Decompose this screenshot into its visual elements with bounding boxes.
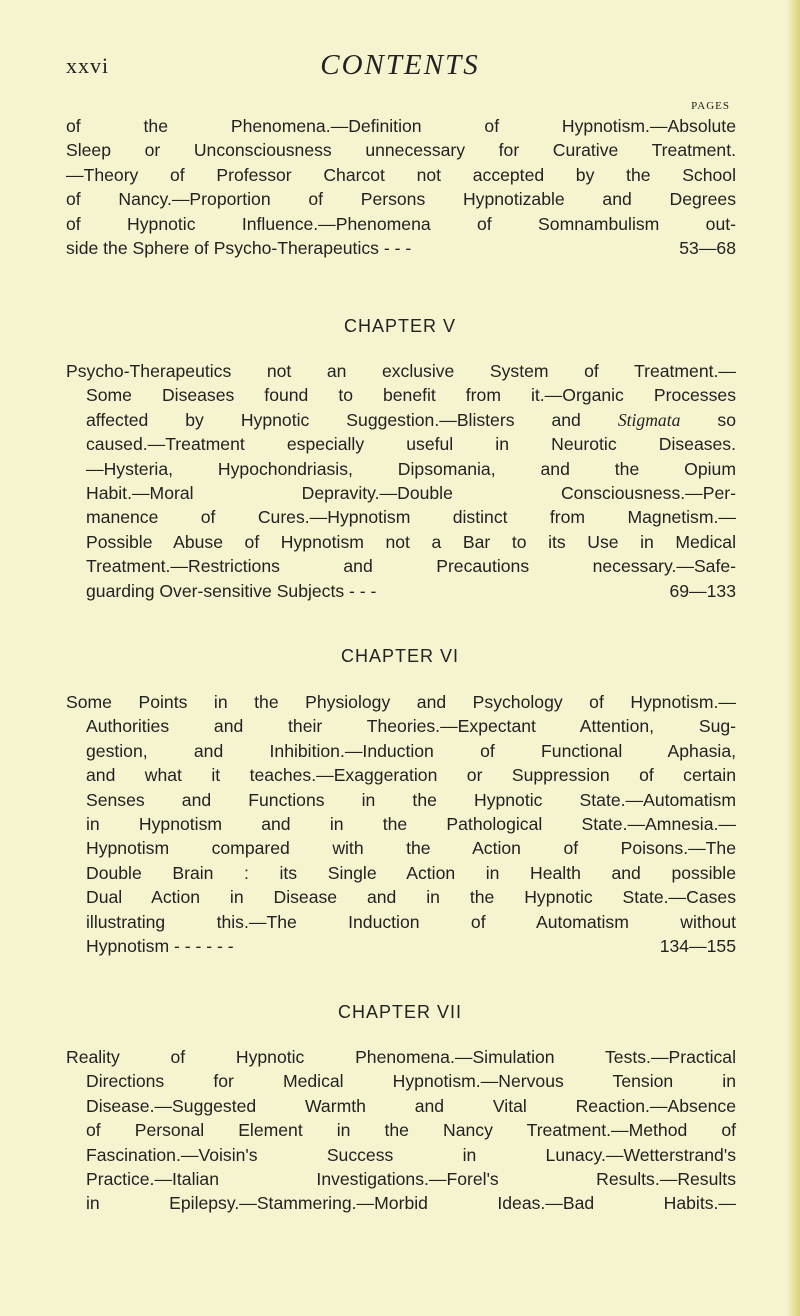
entry-line: Double Brain : its Single Action in Health and possible <box>86 862 736 883</box>
entry-line: Habit.—Moral Depravity.—Double Consciousness.—Per- <box>86 483 736 504</box>
entry-line: of Nancy.—Proportion of Persons Hypnotizable and Degrees <box>66 189 736 210</box>
entry-line: side the Sphere of Psycho-Therapeutics - - - <box>66 238 412 259</box>
chapter-entry <box>66 1045 736 1216</box>
page-number: xxvi <box>66 53 110 78</box>
entry-line <box>66 408 736 432</box>
page-title: CONTENTS <box>320 49 480 81</box>
entry-line: caused.—Treatment especially useful in Neurotic Diseases. <box>86 434 736 455</box>
entry-line: and what it teaches.—Exaggeration or Suppression of certain <box>86 765 736 786</box>
pages-column-label: PAGES <box>691 100 730 112</box>
entry-line: —Hysteria, Hypochondriasis, Dipsomania, and the Opium <box>86 458 736 479</box>
entry-line: of Hypnotic Influence.—Phenomena of Somnambulism out- <box>66 213 736 234</box>
intro-entry <box>66 114 736 260</box>
entry-line: Psycho-Therapeutics not an exclusive System of Treatment.— <box>66 361 736 381</box>
entry-line: Hypnotism compared with the Action of Poisons.—The <box>86 838 736 859</box>
entry-line: Treatment.—Restrictions and Precautions necessary.—Safe- <box>86 556 736 577</box>
entry-line: Senses and Functions in the Hypnotic State.—Automatism <box>86 789 736 810</box>
chapter-heading: CHAPTER V <box>343 316 457 336</box>
page-range: 53—68 <box>679 238 736 259</box>
entry-line: Practice.—Italian Investigations.—Forel's Results.—Results <box>86 1169 736 1190</box>
entry-line: Reality of Hypnotic Phenomena.—Simulation Tests.—Practical <box>66 1047 736 1067</box>
entry-line: Hypnotism - - - - - - <box>86 936 234 957</box>
entry-line: of Personal Element in the Nancy Treatment.—Method of <box>86 1120 736 1141</box>
chapter-entry <box>66 359 736 603</box>
italic-term: Stigmata <box>617 409 681 430</box>
entry-line: Disease.—Suggested Warmth and Vital Reaction.—Absence <box>86 1095 736 1116</box>
entry-line: Authorities and their Theories.—Expectant Attention, Sug- <box>86 716 736 737</box>
entry-last-line <box>66 236 736 260</box>
entry-line: —Theory of Professor Charcot not accepted by the School <box>66 164 736 185</box>
chapter-heading: CHAPTER VI <box>340 646 460 666</box>
entry-line: manence of Cures.—Hypnotism distinct from Magnetism.— <box>86 507 736 528</box>
entry-line-text: affected by Hypnotic Suggestion.—Blisters and <box>86 409 581 430</box>
entry-line: Some Points in the Physiology and Psychology of Hypnotism.— <box>66 692 736 712</box>
entry-line-text: so <box>717 409 737 430</box>
page-range: 69—133 <box>669 580 736 601</box>
entry-line: Directions for Medical Hypnotism.—Nervous Tension in <box>86 1071 736 1092</box>
entry-line: Some Diseases found to benefit from it.—Organic Processes <box>86 385 736 406</box>
entry-line: Possible Abuse of Hypnotism not a Bar to its Use in Medical <box>86 531 736 552</box>
entry-line: gestion, and Inhibition.—Induction of Functional Aphasia, <box>86 740 736 761</box>
entry-line: Fascination.—Voisin's Success in Lunacy.—Wetterstrand's <box>86 1144 736 1165</box>
entry-line: in Epilepsy.—Stammering.—Morbid Ideas.—Bad Habits.— <box>86 1193 736 1214</box>
entry-line: Dual Action in Disease and in the Hypnotic State.—Cases <box>86 887 736 908</box>
entry-line: of the Phenomena.—Definition of Hypnotism.—Absolute <box>66 116 736 136</box>
chapter-entry <box>66 690 736 958</box>
entry-last-line <box>66 934 736 958</box>
entry-line: illustrating this.—The Induction of Automatism without <box>86 911 736 932</box>
entry-last-line <box>66 579 736 603</box>
page-range: 134—155 <box>659 936 736 957</box>
chapter-heading: CHAPTER VII <box>337 1002 463 1022</box>
entry-line: Sleep or Unconsciousness unnecessary for Curative Treatment. <box>66 140 736 161</box>
entry-line: guarding Over-sensitive Subjects - - - <box>86 580 377 601</box>
entry-line: in Hypnotism and in the Pathological State.—Amnesia.— <box>86 814 736 835</box>
